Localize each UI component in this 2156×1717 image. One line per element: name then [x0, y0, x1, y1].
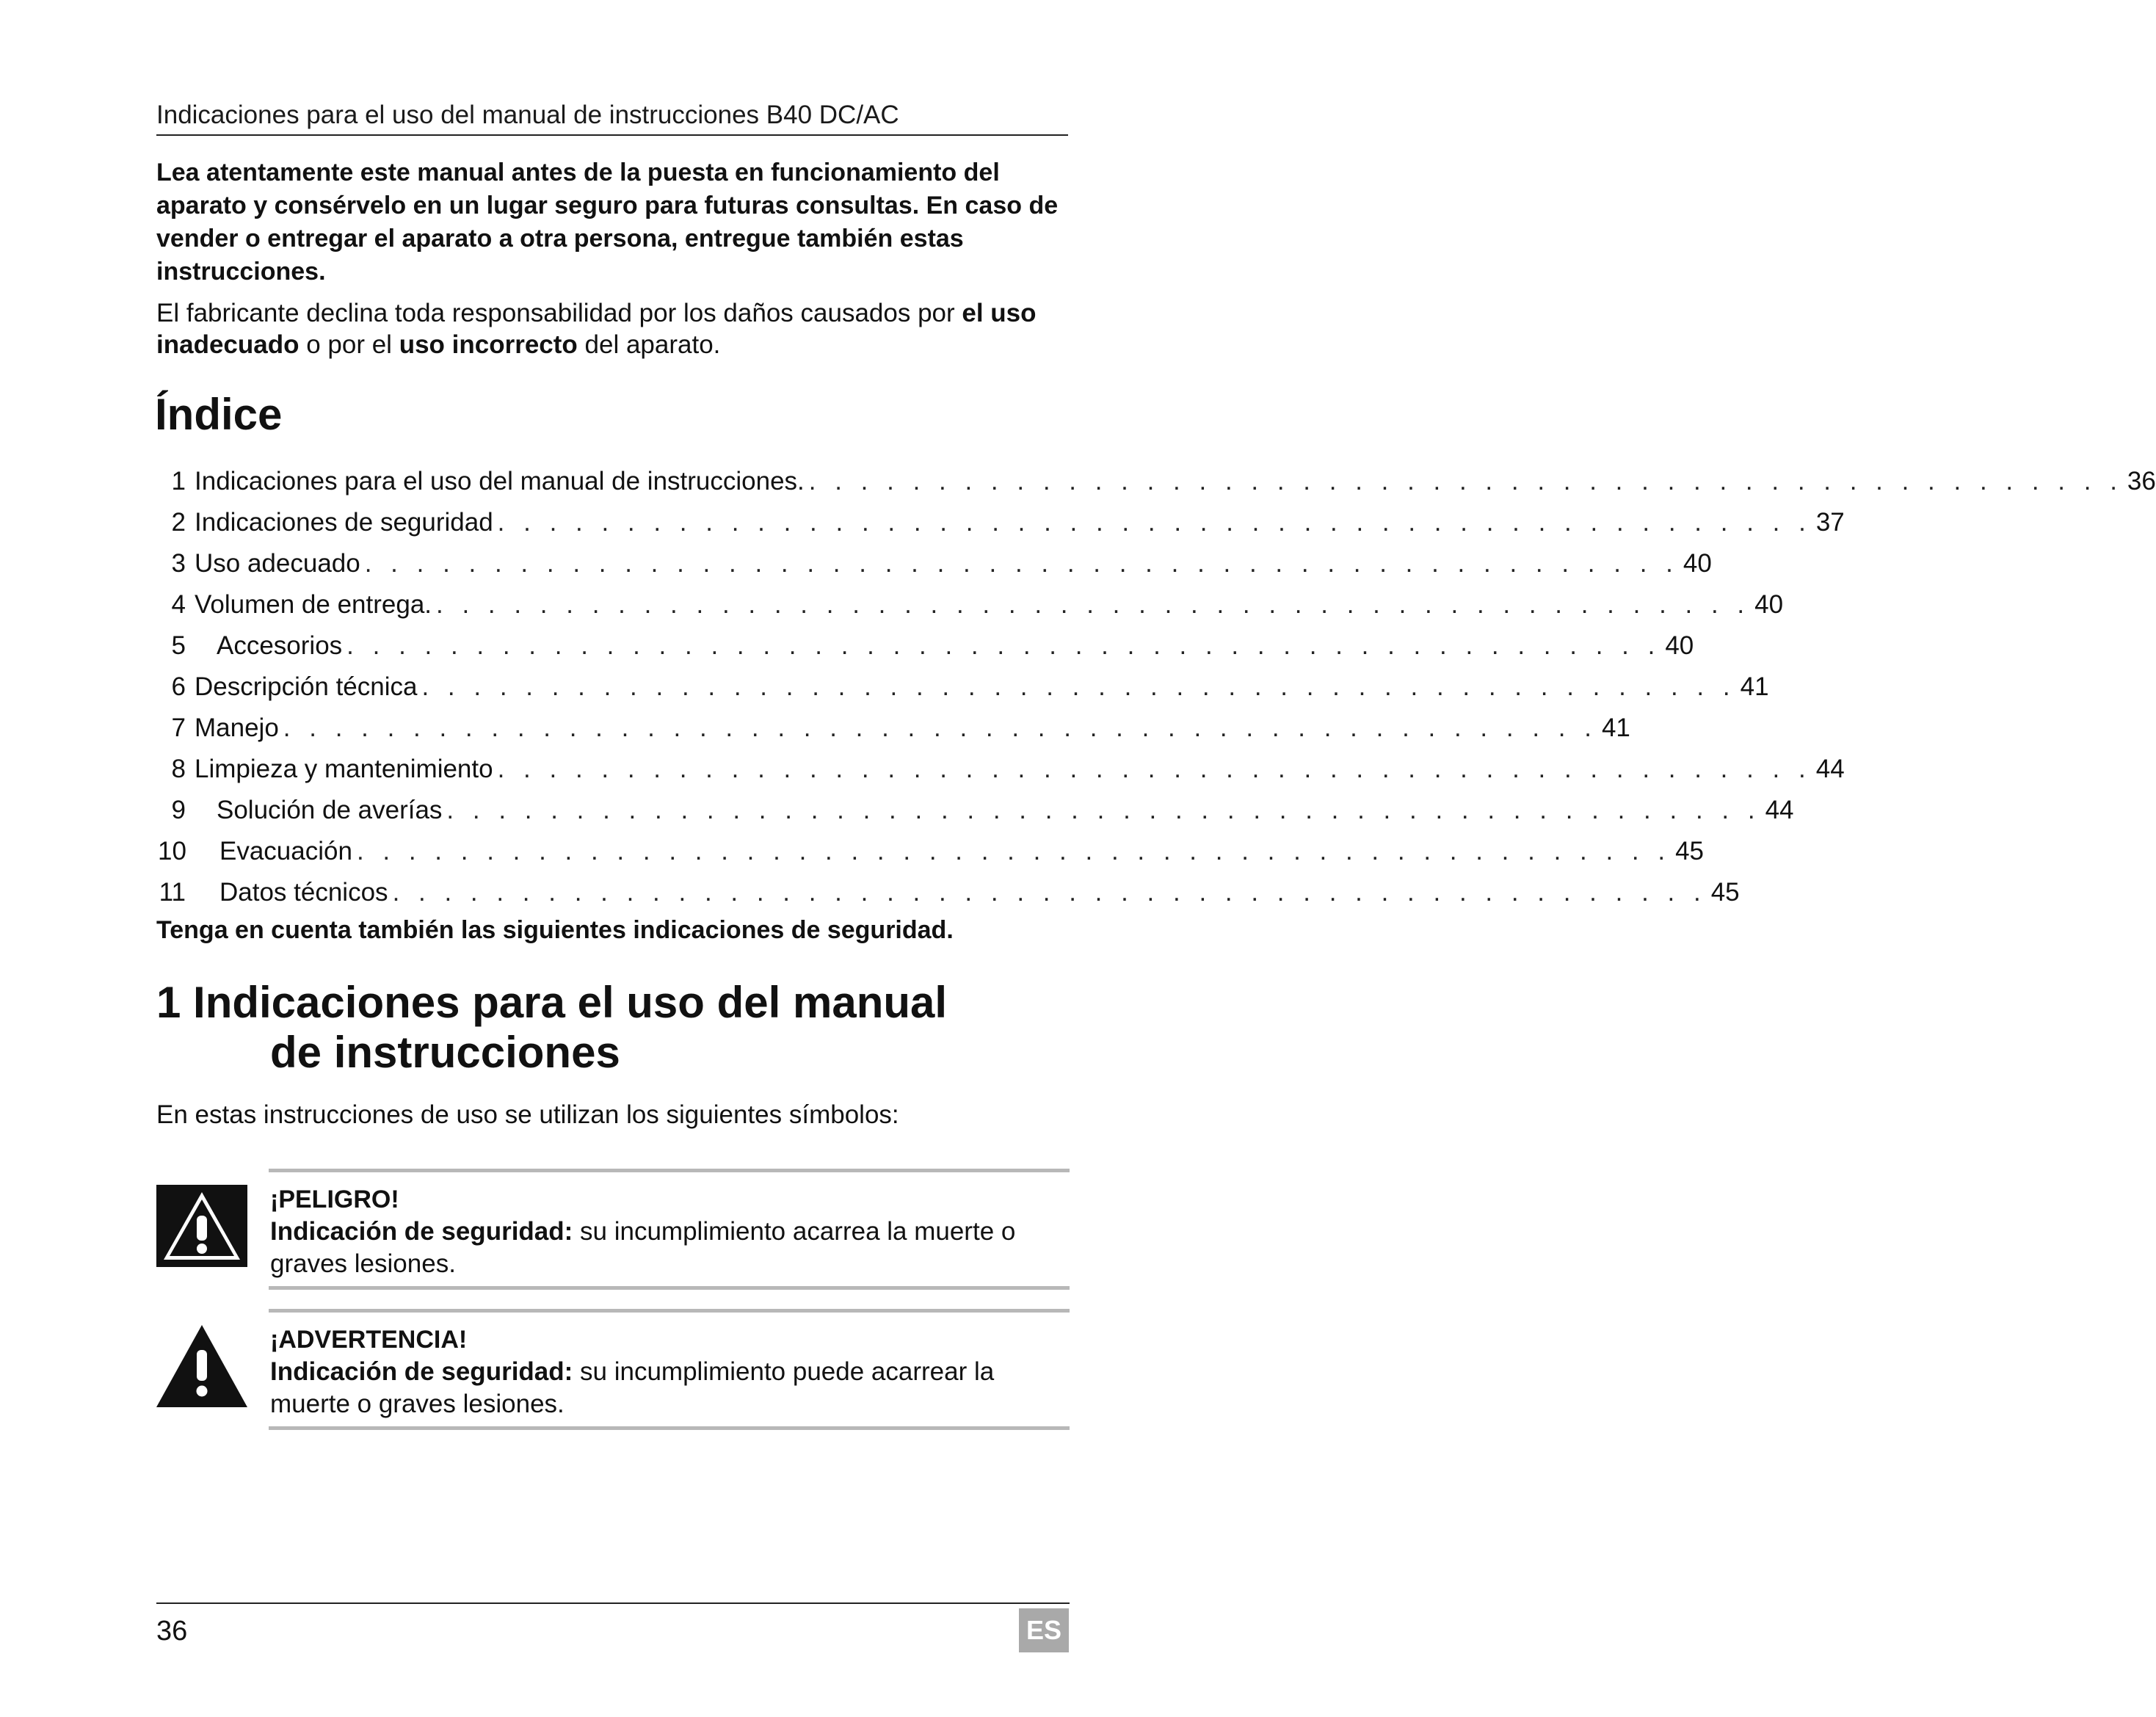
toc-leader-dots: . . . . . . . . . . . . . . . . . . . . . . . . . . . . . . . . . . . . . . . . . . . . . . . . . . .: [421, 672, 1736, 701]
danger-notice-text: [270, 1183, 1070, 1280]
toc-entry[interactable]: [158, 708, 1630, 749]
toc-entry-title: Accesorios: [217, 631, 343, 660]
toc-leader-dots: . . . . . . . . . . . . . . . . . . . . . . . . . . . . . . . . . . . . . . . . . . . . . . . . . . .: [808, 467, 2123, 496]
toc-entry-number: 3: [171, 549, 186, 578]
notice-top-rule: [269, 1169, 1070, 1172]
toc-entry[interactable]: [158, 502, 1845, 543]
danger-notice: [156, 1169, 1070, 1293]
toc-entry-page: 40: [1665, 631, 1694, 660]
toc-entry-title: Descripción técnica: [195, 672, 418, 701]
symbols-intro-text: En estas instrucciones de uso se utilizan los siguientes símbolos:: [156, 1100, 899, 1129]
toc-entry-title: Volumen de entrega.: [195, 590, 432, 619]
toc-entry[interactable]: [158, 667, 1769, 708]
toc-entry[interactable]: [158, 584, 1784, 625]
danger-warning-icon: [156, 1185, 247, 1267]
toc-entry-page: 37: [1815, 508, 1845, 537]
toc-leader-dots: . . . . . . . . . . . . . . . . . . . . . . . . . . . . . . . . . . . . . . . . . . . . . . . . . . .: [436, 590, 1751, 619]
toc-entry-number: 4: [171, 590, 186, 619]
liability-bold-2: uso incorrecto: [399, 330, 578, 359]
toc-entry-number: 9: [171, 796, 186, 824]
danger-label: ¡PELIGRO!: [270, 1186, 399, 1213]
liability-text-1: El fabricante declina toda responsabilidad por los daños causados por: [156, 299, 962, 327]
toc-entry-title: Uso adecuado: [195, 549, 360, 578]
toc-entry-title: Datos técnicos: [219, 878, 388, 907]
notice-bottom-rule: [269, 1286, 1070, 1290]
toc-entry-number: 7: [171, 714, 186, 742]
toc-entry-page: 44: [1765, 796, 1794, 824]
danger-bold-lead: Indicación de seguridad:: [270, 1217, 573, 1246]
notice-top-rule: [269, 1309, 1070, 1313]
footer-rule: [156, 1602, 1070, 1604]
danger-description: su incumplimiento acarrea la muerte o graves lesiones.: [270, 1217, 1016, 1278]
liability-bold-1: el uso inadecuado: [156, 299, 1037, 359]
section-heading-line1: 1 Indicaciones para el uso del manual: [156, 978, 948, 1027]
toc-leader-dots: . . . . . . . . . . . . . . . . . . . . . . . . . . . . . . . . . . . . . . . . . . . . . . . . . . .: [346, 631, 1661, 660]
page-number: 36: [156, 1616, 188, 1647]
toc-entry-number: 11: [159, 878, 186, 907]
toc-leader-dots: . . . . . . . . . . . . . . . . . . . . . . . . . . . . . . . . . . . . . . . . . . . . . . . . . . .: [392, 878, 1707, 907]
toc-leader-dots: . . . . . . . . . . . . . . . . . . . . . . . . . . . . . . . . . . . . . . . . . . . . . . . . . . .: [497, 508, 1812, 537]
section-heading: [156, 978, 1074, 1078]
toc-entry[interactable]: [158, 831, 1705, 872]
section-heading-line2: de instrucciones: [270, 1028, 620, 1077]
toc-leader-dots: . . . . . . . . . . . . . . . . . . . . . . . . . . . . . . . . . . . . . . . . . . . . . . . . . . .: [356, 837, 1672, 865]
running-header: Indicaciones para el uso del manual de instrucciones B40 DC/AC: [156, 99, 1068, 136]
toc-entry-page: 41: [1601, 714, 1630, 742]
toc-entry-page: 40: [1683, 549, 1712, 578]
toc-entry-title: Solución de averías: [217, 796, 443, 824]
safety-reminder-note: Tenga en cuenta también las siguientes indicaciones de seguridad.: [156, 916, 954, 944]
toc-entry-page: 45: [1710, 878, 1740, 907]
toc-entry-number: 2: [171, 508, 186, 537]
intro-warning-paragraph: Lea atentamente este manual antes de la puesta en funcionamiento del aparato y consérvelo en un lugar seguro para futuras consultas. En caso de vender o entregar el aparato a otra persona, entregue también estas instrucciones.: [156, 159, 1059, 286]
toc-entry-title: Indicaciones para el uso del manual de instrucciones.: [195, 467, 805, 496]
toc-entry-title: Manejo: [195, 714, 279, 742]
liability-text-3: del aparato.: [577, 330, 721, 359]
notice-bottom-rule: [269, 1426, 1070, 1430]
index-title: Índice: [155, 390, 283, 439]
toc-entry[interactable]: [158, 461, 2156, 502]
warning-notice-text: [270, 1324, 1070, 1420]
language-badge: ES: [1019, 1608, 1069, 1652]
toc-entry[interactable]: [158, 543, 1712, 584]
toc-leader-dots: . . . . . . . . . . . . . . . . . . . . . . . . . . . . . . . . . . . . . . . . . . . . . . . . . . .: [283, 714, 1597, 742]
warning-label: ¡ADVERTENCIA!: [270, 1326, 468, 1354]
warning-description: su incumplimiento puede acarrear la muerte o graves lesiones.: [270, 1357, 995, 1418]
warning-triangle-icon: [156, 1325, 247, 1407]
toc-leader-dots: . . . . . . . . . . . . . . . . . . . . . . . . . . . . . . . . . . . . . . . . . . . . . . . . . . .: [446, 796, 1761, 824]
toc-entry-title: Limpieza y mantenimiento: [195, 755, 493, 783]
liability-text-2: o por el: [299, 330, 399, 359]
toc-entry-title: Evacuación: [219, 837, 352, 865]
warning-notice: [156, 1309, 1070, 1434]
warning-bold-lead: Indicación de seguridad:: [270, 1357, 573, 1386]
toc-entry[interactable]: [158, 625, 1694, 667]
toc-entry-number: 8: [171, 755, 186, 783]
toc-entry-page: 40: [1754, 590, 1784, 619]
toc-entry-page: 41: [1740, 672, 1769, 701]
toc-leader-dots: . . . . . . . . . . . . . . . . . . . . . . . . . . . . . . . . . . . . . . . . . . . . . . . . . . .: [364, 549, 1679, 578]
toc-entry[interactable]: [158, 749, 1845, 790]
toc-entry-page: 36: [2127, 467, 2156, 496]
toc-entry-number: 6: [171, 672, 186, 701]
liability-paragraph: [156, 297, 1074, 360]
toc-entry-page: 45: [1675, 837, 1705, 865]
toc-leader-dots: . . . . . . . . . . . . . . . . . . . . . . . . . . . . . . . . . . . . . . . . . . . . . . . . . . .: [497, 755, 1812, 783]
toc-entry-title: Indicaciones de seguridad: [195, 508, 493, 537]
toc-entry-page: 44: [1815, 755, 1845, 783]
toc-entry-number: 5: [171, 631, 186, 660]
toc-entry-number: 10: [158, 837, 186, 865]
toc-entry[interactable]: [158, 872, 1740, 913]
table-of-contents: [158, 461, 2156, 913]
toc-entry-number: 1: [171, 467, 186, 496]
toc-entry[interactable]: [158, 790, 1794, 831]
